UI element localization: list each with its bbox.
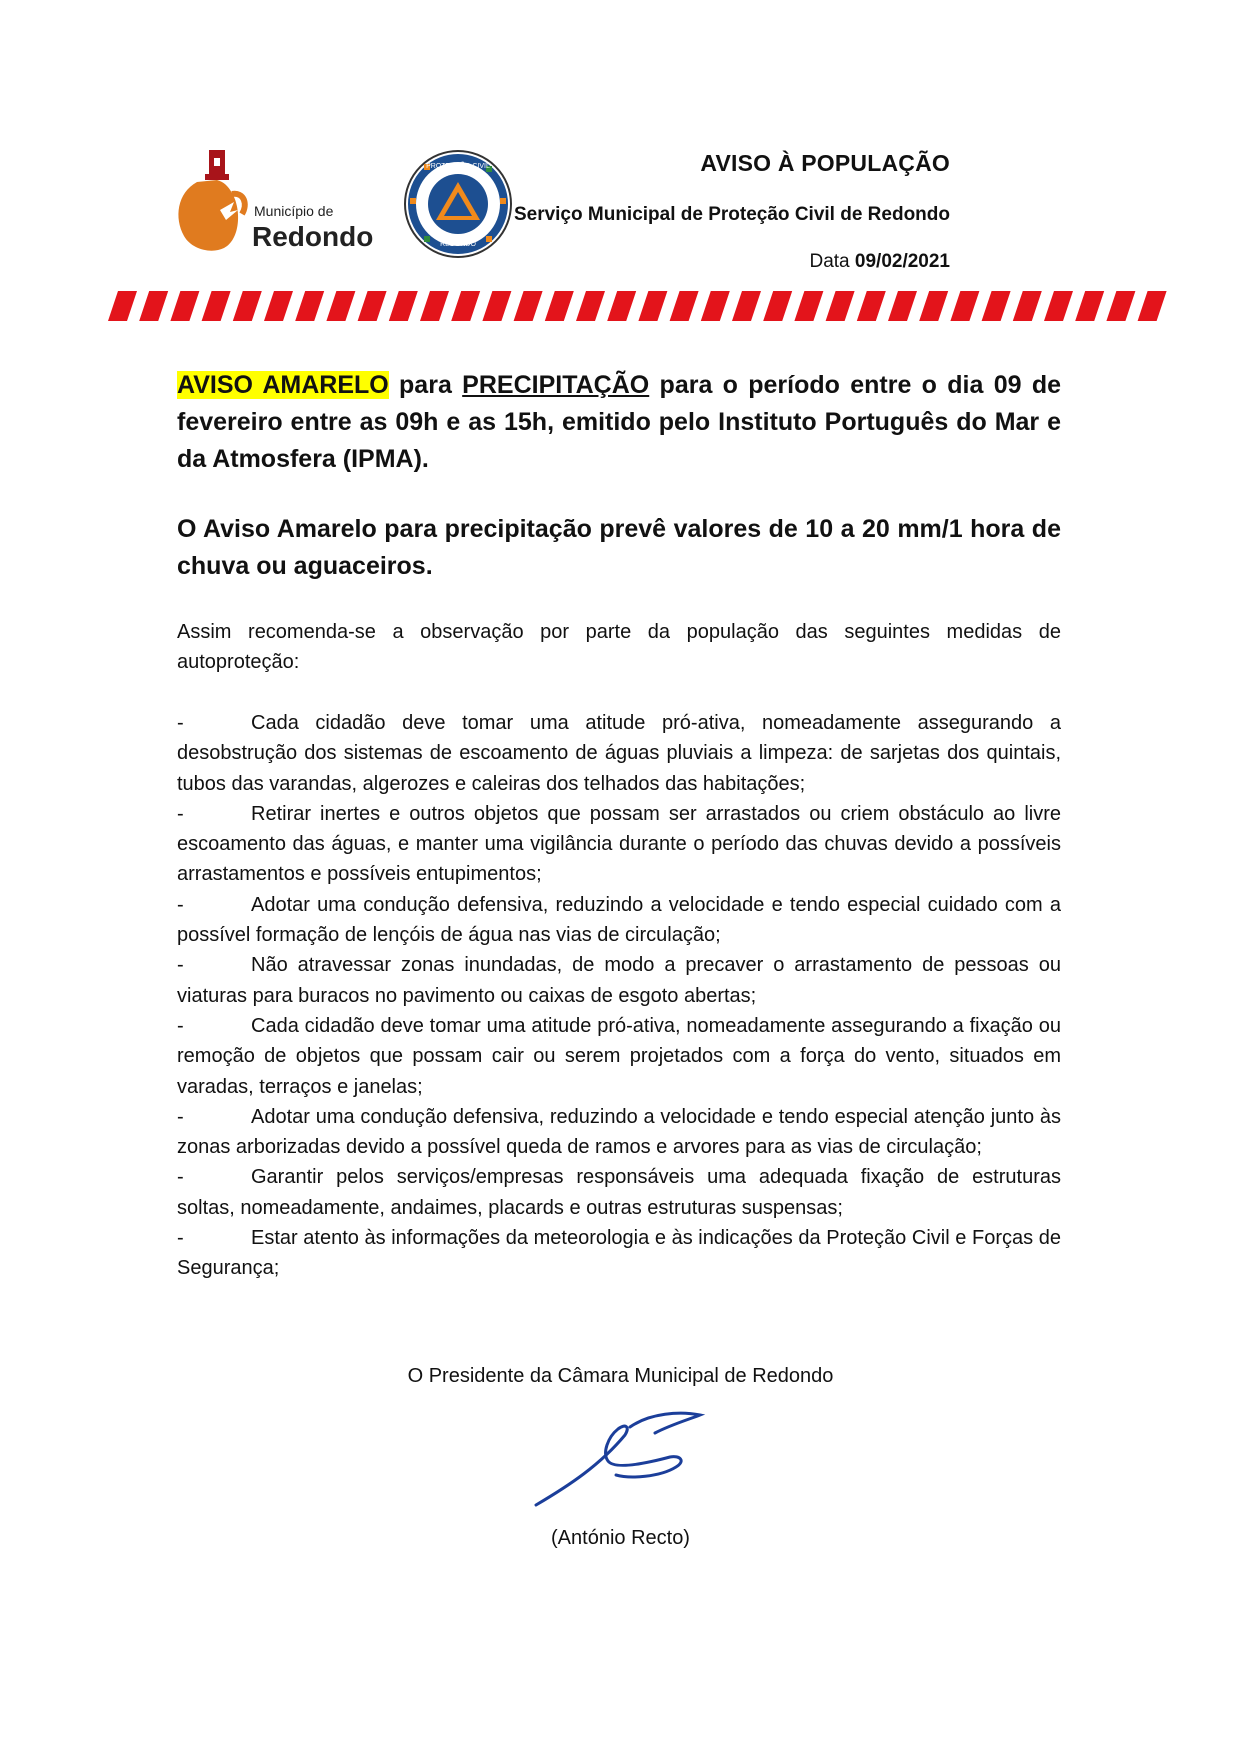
protecao-civil-logo	[402, 148, 514, 260]
stripe-segment	[701, 291, 730, 321]
stripe-segment	[389, 291, 418, 321]
stripe-segment	[295, 291, 324, 321]
bullet-dash: -	[177, 954, 184, 977]
measure-text: Retirar inertes e outros objetos que possam ser arrastados ou criem obstáculo ao livre escoamento das águas, e manter uma vigilância durante o período das chuvas devido a possíveis arrastamentos e possíveis entupimentos;	[177, 802, 1061, 886]
list-item	[177, 799, 1061, 890]
list-item	[177, 1162, 1061, 1223]
stripe-segment	[108, 291, 137, 321]
handwritten-signature	[530, 1405, 710, 1515]
recommendations-intro: Assim recomenda-se a observação por parte da população das seguintes medidas de autoproteção:	[177, 621, 1061, 673]
signature-icon	[530, 1405, 710, 1515]
stripe-segment	[139, 291, 168, 321]
list-item	[177, 950, 1061, 1011]
issuing-service: Serviço Municipal de Proteção Civil de Redondo	[513, 204, 950, 225]
list-item	[177, 890, 1061, 951]
stripe-segment	[170, 291, 199, 321]
alert-connector: para	[388, 371, 463, 399]
stripe-segment	[576, 291, 605, 321]
bullet-dash: -	[177, 1166, 184, 1189]
stripe-segment	[545, 291, 574, 321]
date-value: 09/02/2021	[854, 251, 950, 272]
alert-period-text: para o período entre o dia 09 de fevereiro entre as 09h e as 15h, emitido pelo Instituto Português do Mar e da Atmosfera (IPMA).	[177, 371, 1062, 473]
alert-level: AVISO AMARELO	[177, 371, 389, 399]
stripe-segment	[763, 291, 792, 321]
svg-text:REDONDO: REDONDO	[440, 241, 476, 248]
alert-statement	[177, 367, 1061, 478]
stripe-segment	[1138, 291, 1167, 321]
hazard-stripe-divider	[108, 291, 1170, 321]
municipio-redondo-logo	[172, 148, 382, 256]
stripe-segment	[1106, 291, 1135, 321]
stripe-segment	[202, 291, 231, 321]
measure-text: Garantir pelos serviços/empresas responsáveis uma adequada fixação de estruturas soltas, nomeadamente, andaimes, placards e outras estruturas suspensas;	[177, 1166, 1061, 1219]
bullet-dash: -	[177, 1014, 184, 1037]
alert-phenomenon: PRECIPITAÇÃO	[462, 371, 650, 399]
stripe-segment	[794, 291, 823, 321]
stripe-segment	[451, 291, 480, 321]
bullet-dash: -	[177, 712, 184, 734]
stripe-segment	[919, 291, 948, 321]
stripe-segment	[514, 291, 543, 321]
svg-text:PROTECÇÃO CIVIL: PROTECÇÃO CIVIL	[426, 163, 490, 170]
list-item	[177, 1102, 1061, 1163]
stripe-segment	[607, 291, 636, 321]
stripe-segment	[982, 291, 1011, 321]
date-label: Data	[809, 251, 850, 272]
measure-text: Estar atento às informações da meteorologia e às indicações da Proteção Civil e Forças de Segurança;	[177, 1227, 1061, 1280]
signatory-title: O Presidente da Câmara Municipal de Redondo	[407, 1365, 834, 1387]
stripe-segment	[638, 291, 667, 321]
stripe-segment	[326, 291, 355, 321]
measure-text: Adotar uma condução defensiva, reduzindo a velocidade e tendo especial atenção junto às zonas arborizadas devido a possível queda de ramos e arvores para as vias de circulação;	[177, 1105, 1061, 1159]
stripe-segment	[1013, 291, 1042, 321]
notice-date	[809, 251, 950, 273]
jug-icon	[172, 148, 382, 256]
stripe-segment	[670, 291, 699, 321]
svg-text:Redondo: Redondo	[252, 221, 374, 252]
stripe-segment	[732, 291, 761, 321]
measure-text: Não atravessar zonas inundadas, de modo a precaver o arrastamento de pessoas ou viaturas para buracos no pavimento ou caixas de esgoto abertas;	[177, 954, 1061, 1007]
stripe-segment	[857, 291, 886, 321]
stripe-segment	[358, 291, 387, 321]
stripe-segment	[482, 291, 511, 321]
stripe-segment	[826, 291, 855, 321]
bullet-dash: -	[177, 802, 184, 825]
civil-protection-emblem-icon	[402, 148, 514, 260]
stripe-segment	[1075, 291, 1104, 321]
stripe-segment	[264, 291, 293, 321]
stripe-segment	[420, 291, 449, 321]
alert-detail: O Aviso Amarelo para precipitação prevê valores de 10 a 20 mm/1 hora de chuva ou aguaceiros.	[177, 515, 1061, 580]
measures-list	[177, 708, 1061, 1284]
bullet-dash: -	[177, 1227, 184, 1250]
stripe-segment	[1044, 291, 1073, 321]
list-item	[177, 1011, 1061, 1102]
svg-text:Município de: Município de	[254, 203, 334, 219]
list-item	[177, 708, 1061, 799]
measure-text: Cada cidadão deve tomar uma atitude pró-ativa, nomeadamente assegurando a desobstrução dos sistemas de escoamento de águas pluviais a limpeza: de sarjetas dos quintais, tubos das varandas, algerozes e caleiras dos telhados das habitações;	[177, 712, 1061, 795]
measure-text: Adotar uma condução defensiva, reduzindo a velocidade e tendo especial cuidado com a possível formação de lençóis de água nas vias de circulação;	[177, 893, 1061, 947]
stripe-segment	[950, 291, 979, 321]
bullet-dash: -	[177, 1105, 184, 1128]
bullet-dash: -	[177, 893, 184, 916]
notice-title: AVISO À POPULAÇÃO	[700, 150, 950, 176]
stripe-segment	[888, 291, 917, 321]
measure-text: Cada cidadão deve tomar uma atitude pró-ativa, nomeadamente assegurando a fixação ou remoção de objetos que possam cair ou serem projetados com a força do vento, situados em varadas, terraços e janelas;	[177, 1014, 1061, 1098]
stripe-segment	[233, 291, 262, 321]
signatory-name: (António Recto)	[551, 1527, 690, 1549]
stripe-band	[108, 291, 1170, 321]
list-item	[177, 1223, 1061, 1284]
